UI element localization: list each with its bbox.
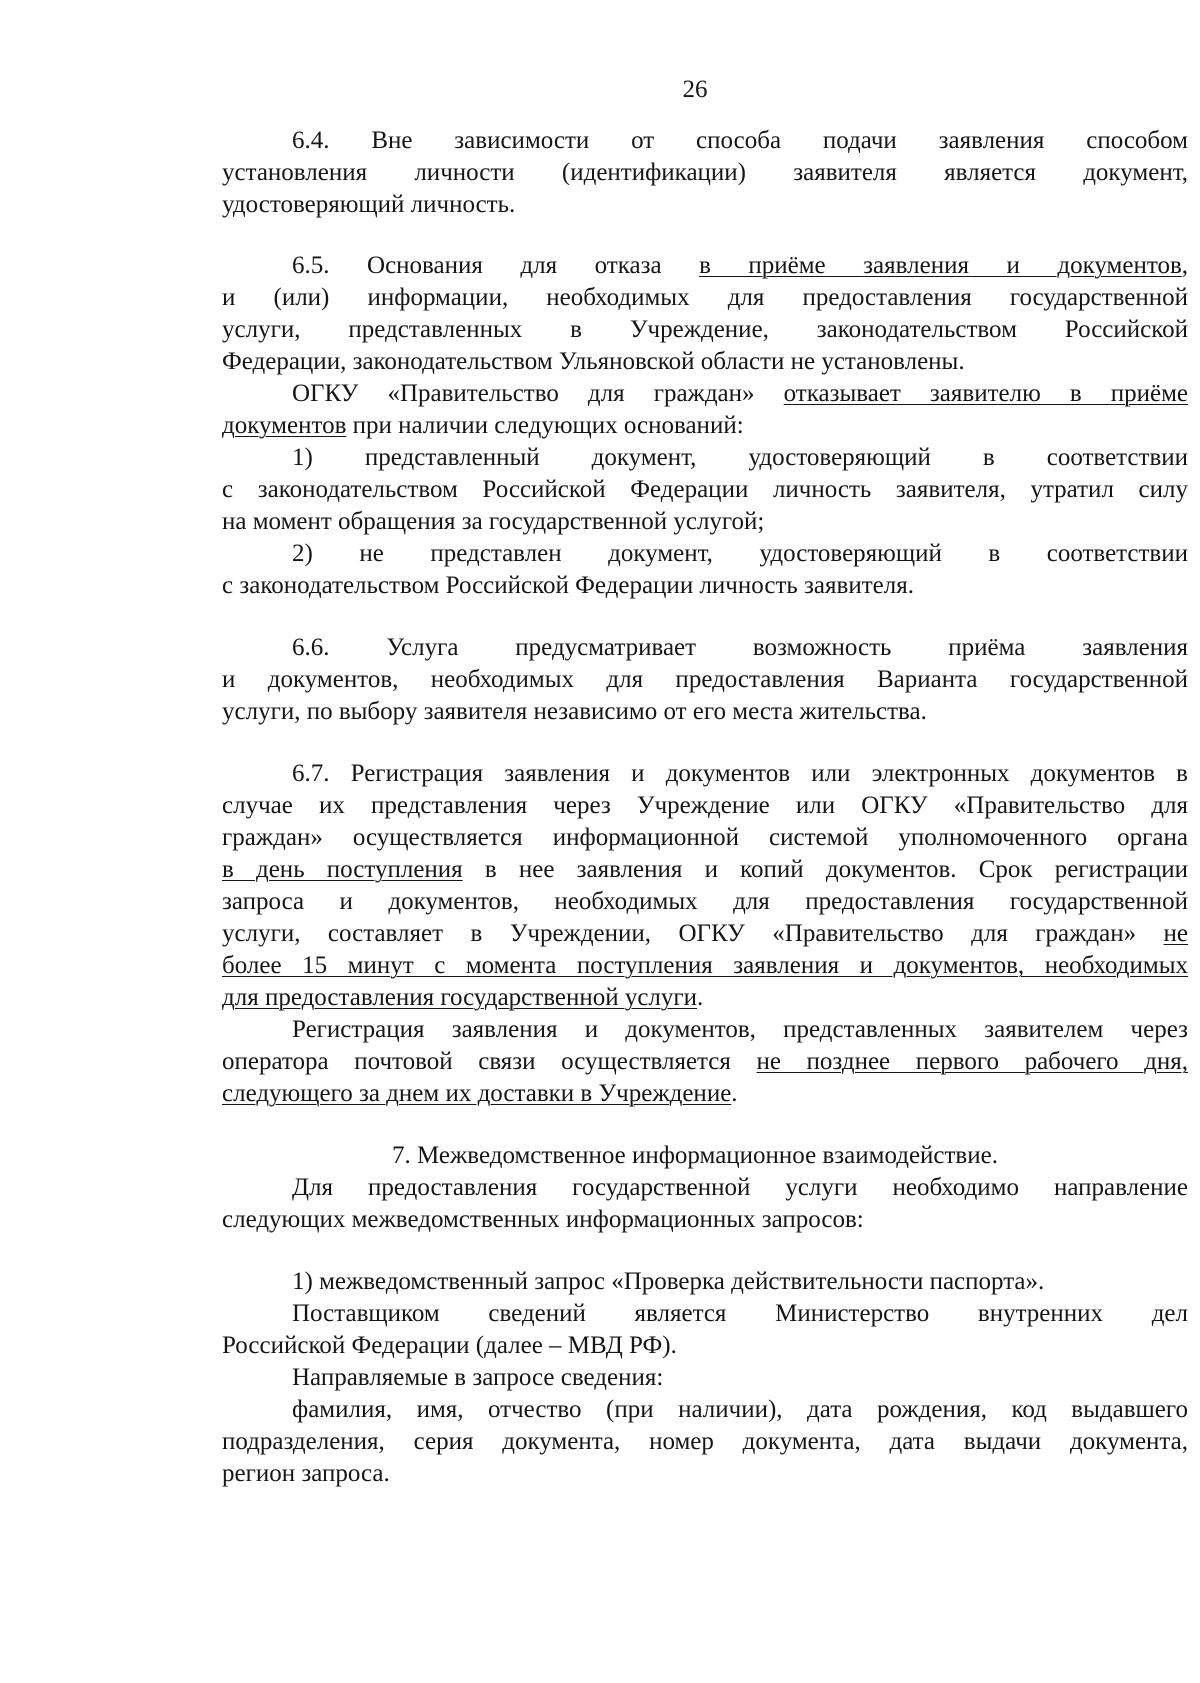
underlined-text: отказывает заявителю в приёме <box>783 380 1188 407</box>
text-line-p67-2 <box>222 790 1188 822</box>
text-line-s7-2 <box>222 1204 1188 1236</box>
text-segment: . <box>697 984 704 1011</box>
underlined-text: не <box>1163 920 1188 947</box>
text-segment: граждан» осуществляется информационной системой уполномоченного органа <box>222 824 1188 851</box>
text-line-p67-6 <box>222 918 1188 950</box>
text-line-s7b-1 <box>292 1298 1188 1330</box>
text-segment: и документов, необходимых для предоставления Варианта государственной <box>222 666 1188 693</box>
text-segment: услуги, составляет в Учреждении, ОГКУ «Правительство для граждан» <box>222 920 1164 947</box>
text-line-p64-1 <box>292 125 1188 157</box>
text-line-p67-1 <box>292 758 1188 790</box>
text-segment: при наличии следующих оснований: <box>346 412 744 439</box>
text-line-s7a-1 <box>292 1266 1188 1298</box>
text-line-p67b-3 <box>222 1078 1188 1110</box>
text-segment: Поставщиком сведений является Министерство внутренних дел <box>292 1300 1188 1327</box>
text-line-p67-7 <box>222 950 1188 982</box>
text-line-p65d-1 <box>292 538 1188 570</box>
text-line-p64-3 <box>222 189 1188 221</box>
text-segment: Регистрация заявления и документов, представленных заявителем через <box>292 1016 1188 1043</box>
text-line-p65-1 <box>292 250 1188 282</box>
text-line-p65c-3 <box>222 506 1188 538</box>
text-line-p65b-1 <box>292 378 1188 410</box>
text-segment: 1) межведомственный запрос «Проверка действительности паспорта». <box>292 1268 1045 1295</box>
text-segment: Российской Федерации (далее – МВД РФ). <box>222 1332 677 1359</box>
text-segment: 6.5. Основания для отказа <box>292 252 700 279</box>
text-line-p67-3 <box>222 822 1188 854</box>
text-segment: . <box>731 1080 738 1107</box>
text-line-s7d-3 <box>222 1458 1188 1490</box>
text-segment: в нее заявления и копий документов. Срок регистрации <box>462 856 1188 883</box>
text-line-p66-2 <box>222 664 1188 696</box>
text-line-p65d-2 <box>222 570 1188 602</box>
text-segment: фамилия, имя, отчество (при наличии), дата рождения, код выдавшего <box>292 1396 1188 1423</box>
text-segment: услуги, по выбору заявителя независимо от его места жительства. <box>222 698 927 725</box>
underlined-text: в приёме заявления и документов <box>699 252 1182 279</box>
text-line-p67b-2 <box>222 1046 1188 1078</box>
text-line-p65c-2 <box>222 474 1188 506</box>
text-line-s7b-2 <box>222 1330 1188 1362</box>
text-line-p65-4 <box>222 346 1188 378</box>
underlined-text: более 15 минут с момента поступления заявления и документов, необходимых <box>222 952 1188 979</box>
underlined-text: следующего за днем их доставки в Учреждение <box>222 1080 732 1107</box>
text-segment: Федерации, законодательством Ульяновской области не установлены. <box>222 348 965 375</box>
underlined-text: в день поступления <box>222 856 463 883</box>
text-segment: случае их представления через Учреждение или ОГКУ «Правительство для <box>222 792 1188 819</box>
text-segment: подразделения, серия документа, номер документа, дата выдачи документа, <box>222 1428 1188 1455</box>
text-segment: с законодательством Российской Федерации личность заявителя, утратил силу <box>222 476 1188 503</box>
text-segment: и (или) информации, необходимых для предоставления государственной <box>222 284 1188 311</box>
underlined-text: не позднее первого рабочего дня, <box>756 1048 1188 1075</box>
text-segment: оператора почтовой связи осуществляется <box>222 1048 757 1075</box>
text-segment: Направляемые в запросе сведения: <box>292 1364 664 1391</box>
text-line-p64-2 <box>222 157 1188 189</box>
text-line-p65b-2 <box>222 410 1188 442</box>
text-line-s7-title <box>95 1140 1200 1172</box>
text-line-p66-1 <box>292 632 1188 664</box>
text-segment: установления личности (идентификации) заявителя является документ, <box>222 159 1188 186</box>
text-line-p67-5 <box>222 886 1188 918</box>
text-line-p65c-1 <box>292 442 1188 474</box>
text-segment: 7. Межведомственное информационное взаимодействие. <box>392 1142 998 1169</box>
text-line-p67-4 <box>222 854 1188 886</box>
text-segment: 1) представленный документ, удостоверяющий в соответствии <box>292 444 1188 471</box>
text-line-s7c-1 <box>292 1362 1188 1394</box>
underlined-text: документов <box>222 412 347 439</box>
text-line-p67-8 <box>222 982 1188 1014</box>
text-segment: ОГКУ «Правительство для граждан» <box>292 380 784 407</box>
text-segment: услуги, представленных в Учреждение, законодательством Российской <box>222 316 1188 343</box>
text-line-p67b-1 <box>292 1014 1188 1046</box>
page-number: 26 <box>682 76 708 103</box>
text-line-p65-2 <box>222 282 1188 314</box>
text-segment: с законодательством Российской Федерации личность заявителя. <box>222 572 914 599</box>
text-segment: 6.6. Услуга предусматривает возможность приёма заявления <box>292 634 1188 661</box>
text-segment: 2) не представлен документ, удостоверяющий в соответствии <box>292 540 1188 567</box>
text-segment: следующих межведомственных информационных запросов: <box>222 1206 864 1233</box>
text-segment: 6.7. Регистрация заявления и документов или электронных документов в <box>292 760 1188 787</box>
text-segment: удостоверяющий личность. <box>222 191 516 218</box>
text-line-p65-3 <box>222 314 1188 346</box>
text-segment: запроса и документов, необходимых для предоставления государственной <box>222 888 1188 915</box>
text-segment: , <box>1181 252 1188 279</box>
text-line-s7d-2 <box>222 1426 1188 1458</box>
text-segment: на момент обращения за государственной услугой; <box>222 508 765 535</box>
text-segment: регион запроса. <box>222 1460 390 1487</box>
text-line-s7d-1 <box>292 1394 1188 1426</box>
underlined-text: для предоставления государственной услуги <box>222 984 698 1011</box>
text-line-s7-1 <box>292 1172 1188 1204</box>
text-segment: 6.4. Вне зависимости от способа подачи заявления способом <box>292 127 1188 154</box>
text-line-p66-3 <box>222 696 1188 728</box>
text-segment: Для предоставления государственной услуги необходимо направление <box>292 1174 1188 1201</box>
